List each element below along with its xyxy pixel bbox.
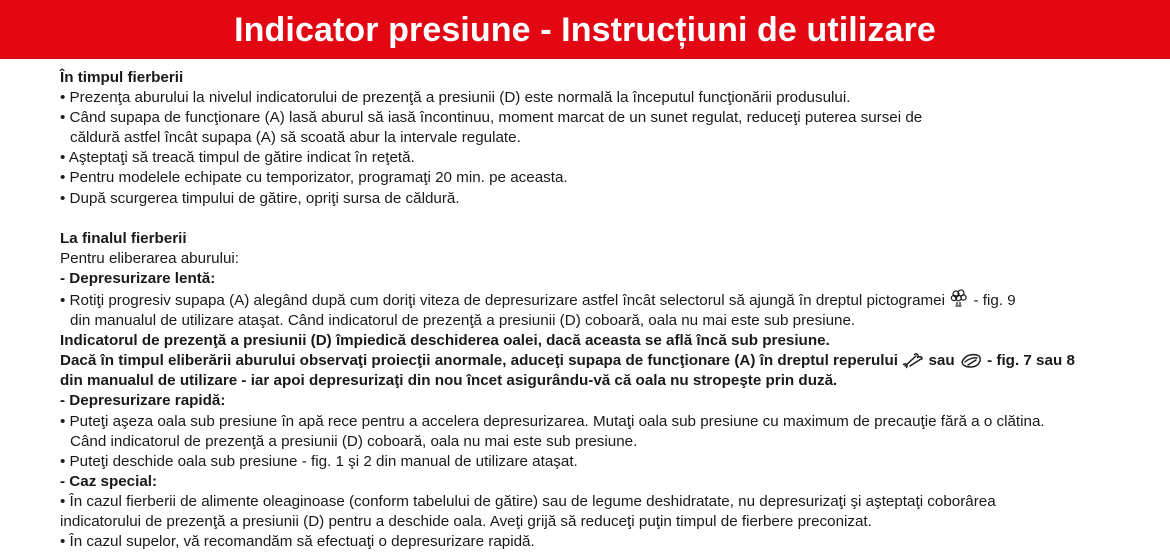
cooking-item-2: • Când supapa de funcţionare (A) lasă aburul să iasă încontinuu, moment marcat de un sunet regulat, reduceţi puterea sursei de: [60, 109, 923, 127]
cooking-item-3: • Aşteptaţi să treacă timpul de gătire indicat în reţetă.: [60, 149, 415, 167]
slow-item-1-cont: din manualul de utilizare ataşat. Când indicatorul de prezenţă a presiunii (D) coboară, oala nu mai este sub presiune.: [70, 312, 856, 330]
slow-depressurize-heading: - Depresurizare lentă:: [60, 269, 216, 287]
cooking-item-5: • După scurgerea timpului de gătire, opriţi sursa de căldură.: [60, 189, 460, 207]
section-heading-cooking: În timpul fierberii: [60, 69, 184, 86]
special-item-1: • În cazul fierberii de alimente oleaginoase (conform tabelului de gătire) sau de legume deshidratate, nu depresurizaţi şi aşteptaţi coborârea: [60, 492, 996, 510]
warning-line-1: Indicatorul de prezenţă a presiunii (D) împiedică deschiderea oalei, dacă aceasta se află încă sub presiune.: [60, 332, 830, 350]
page-title: Indicator presiune - Instrucțiuni de utilizare: [234, 11, 936, 49]
fast-item-1-cont: Când indicatorul de prezenţă a presiunii (D) coboară, oala nu mai este sub presiune.: [70, 432, 638, 450]
end-intro: Pentru eliberarea aburului:: [60, 249, 239, 267]
warning-line-3: din manualul de utilizare - iar apoi depresurizaţi din nou încet asigurându-vă că oala nu stropeşte prin duză.: [60, 372, 838, 390]
special-case-heading: - Caz special:: [60, 472, 158, 490]
steam-release-icon: [949, 289, 969, 309]
bones-icon: [902, 351, 924, 369]
page-title-banner: [0, 0, 1170, 59]
vegetables-icon: [959, 351, 983, 369]
slow-item-1-text: • Rotiţi progresiv supapa (A) alegând după cum doriţi viteza de depresurizare astfel încât selectorul să ajungă în dreptul pictogramei: [60, 291, 945, 309]
warning-line-2-text: Dacă în timpul eliberării aburului observaţi proiecţii anormale, aduceţi supapa de funcţionare (A) în dreptul reperului: [60, 352, 899, 370]
cooking-item-2-cont: căldură astfel încât supapa (A) să scoată abur la intervale regulate.: [70, 129, 521, 147]
warning-line-2: [60, 351, 1160, 371]
slow-item-1: [60, 289, 1160, 311]
warning-line-2-or: sau: [928, 352, 955, 370]
cooking-item-1: • Prezenţa aburului la nivelul indicatorului de prezenţă a presiunii (D) este normală la începutul funcţionării produsului.: [60, 89, 851, 107]
special-item-2: • În cazul supelor, vă recomandăm să efectuaţi o depresurizare rapidă.: [60, 533, 535, 551]
section-spacer: [60, 209, 1160, 229]
warning-line-2-figref: - fig. 7 sau 8: [987, 352, 1075, 370]
section-heading-end: La finalul fierberii: [60, 229, 187, 247]
special-item-1-cont: indicatorului de prezenţă a presiunii (D) pentru a deschide oala. Aveţi grijă să reduceţi puţin timpul de fierbere preconizat.: [60, 512, 872, 530]
fast-item-2: • Puteţi deschide oala sub presiune - fig. 1 şi 2 din manual de utilizare ataşat.: [60, 452, 578, 470]
fast-item-1: • Puteţi aşeza oala sub presiune în apă rece pentru a accelera depresurizarea. Mutaţi oala sub presiune cu maximum de precauţie fără a o clătina.: [60, 412, 1045, 430]
cooking-item-4: • Pentru modelele echipate cu temporizator, programaţi 20 min. pe aceasta.: [60, 169, 568, 187]
instructions-body: [60, 68, 1160, 552]
slow-item-1-figref: - fig. 9: [973, 291, 1016, 309]
fast-depressurize-heading: - Depresurizare rapidă:: [60, 392, 226, 410]
